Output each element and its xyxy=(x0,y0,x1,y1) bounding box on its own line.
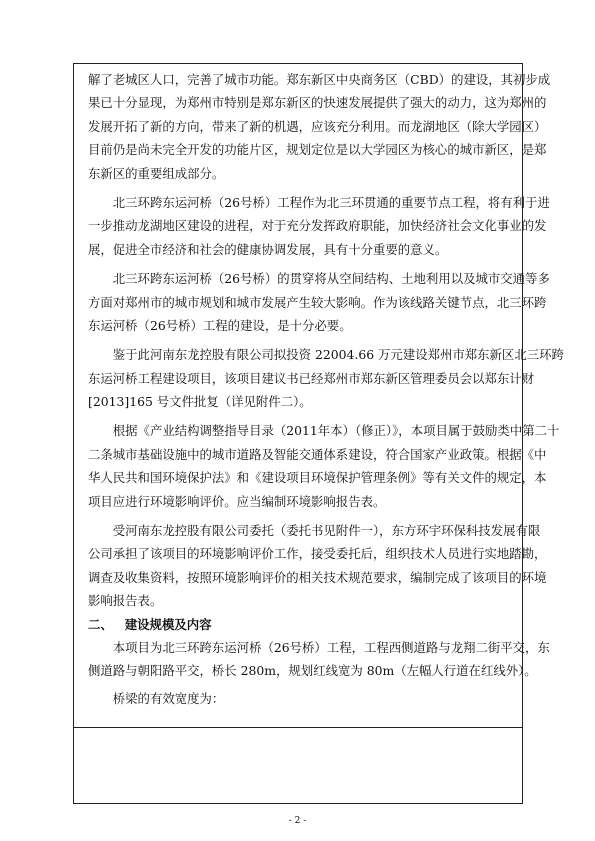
section-title: 建设规模及内容 xyxy=(124,616,212,632)
text-line: 项目应进行环境影响评价。应当编制环境影响报告表。 xyxy=(88,493,386,509)
section-heading xyxy=(88,613,508,636)
text-line: 受河南东龙控股有限公司委托（委托书见附件一），东方环宇环保科技发展有限 xyxy=(88,523,541,539)
text-line: 根据《产业结构调整指导目录（2011年本）（修正）》，本项目属于鼓励类中第二十 xyxy=(88,423,560,439)
text-line: 本项目为北三环跨东运河桥（26号桥）工程，工程西侧道路与龙翔二街平交，东 xyxy=(88,639,550,655)
text-line: 目前仍是尚未完全开发的功能片区，规划定位是以大学园区为核心的城市新区，是郑 xyxy=(88,142,547,158)
text-line: 二条城市基础设施中的城市道路及智能交通体系建设，符合国家产业政策。根据《中 xyxy=(88,446,547,462)
text-line: 鉴于此河南东龙控股有限公司拟投资 22004.66 万元建设郑州市郑东新区北三环跨 xyxy=(88,347,564,363)
text-line: 调查及收集资料，按照环境影响评价的相关技术规范要求，编制完成了该项目的环境 xyxy=(88,569,547,585)
body-paragraphs xyxy=(88,68,564,613)
text-line: 北三环跨东运河桥（26号桥）的贯穿将从空间结构、土地利用以及城市交通等多 xyxy=(88,271,550,287)
section-number: 二、 xyxy=(88,616,113,632)
text-line: 东运河桥工程建设项目，该项目建议书已经郑州市郑东新区管理委员会以郑东计财 xyxy=(88,370,535,386)
bridge-width-line: 桥梁的有效宽度为： xyxy=(88,690,225,706)
text-line: 北三环跨东运河桥（26号桥）工程作为北三环贯通的重要节点工程，将有利于进 xyxy=(88,194,550,210)
text-line: 东新区的重要组成部分。 xyxy=(88,165,225,181)
text-line: 影响报告表。 xyxy=(88,593,163,609)
text-line: [2013]165 号文件批复（详见附件二）。 xyxy=(88,394,312,410)
section-paragraph xyxy=(88,636,550,683)
text-line: 展，促进全市经济和社会的健康协调发展，具有十分重要的意义。 xyxy=(88,241,448,257)
text-line: 方面对郑州市的城市规划和城市发展产生较大影响。作为该线路关键节点，北三环跨 xyxy=(88,294,547,310)
page-number: - 2 - xyxy=(288,816,307,826)
text-line: 果已十分显现，为郑州市特别是郑东新区的快速发展提供了强大的动力，这为郑州的 xyxy=(88,95,547,111)
text-line: 侧道路与朝阳路平交，桥长 280m，规划红线宽为 80m（左幅人行道在红线外）。 xyxy=(88,663,537,679)
text-line: 发展开拓了新的方向，带来了新的机遇，应该充分利用。而龙湖地区（除大学园区） xyxy=(88,118,547,134)
text-line: 一步推动龙湖地区建设的进程，对于充分发挥政府职能，加快经济社会文化事业的发 xyxy=(88,218,547,234)
document-body xyxy=(88,68,564,710)
text-line: 解了老城区人口，完善了城市功能。郑东新区中央商务区（CBD）的建设，其初步成 xyxy=(88,72,551,87)
text-line: 东运河桥（26号桥）工程的建设，是十分必要。 xyxy=(88,317,352,333)
table-row-divider xyxy=(74,727,522,728)
text-line: 华人民共和国环境保护法》和《建设项目环境保护管理条例》等有关文件的规定，本 xyxy=(88,470,547,486)
text-line: 公司承担了该项目的环境影响评价工作，接受委托后，组织技术人员进行实地踏勘， xyxy=(88,546,547,562)
